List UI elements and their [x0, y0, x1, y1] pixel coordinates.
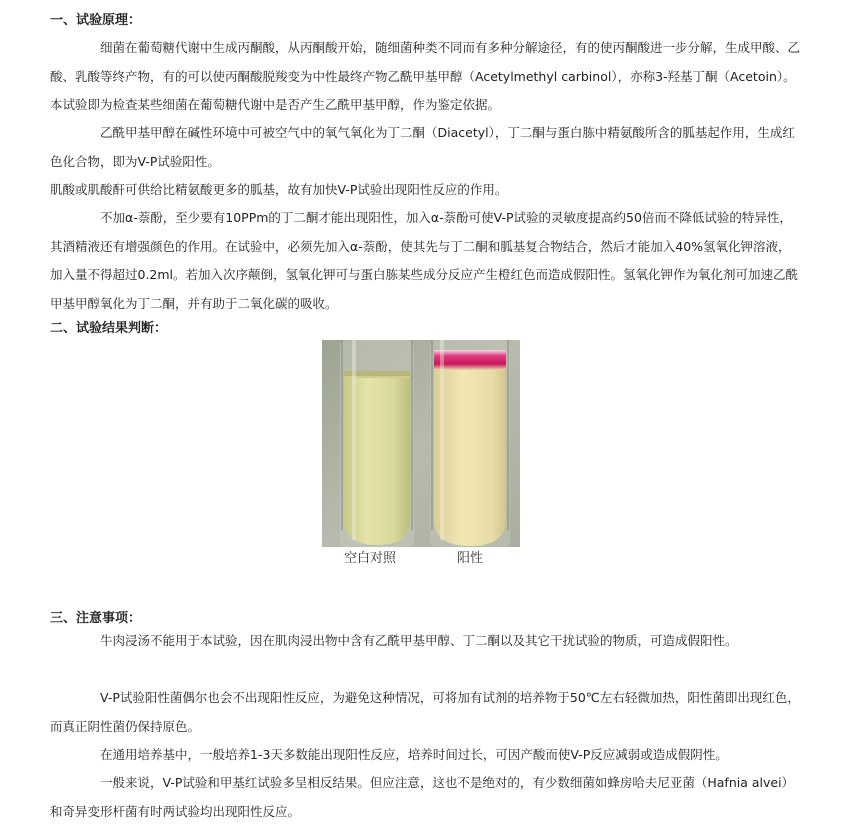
notes-paragraph-3-text: 在通用培养基中，一般培养1-3天多数能出现阳性反应，培养时间过长，可因产酸而使V-P反应减弱或造成假阴性。 — [100, 747, 728, 762]
caption-positive: 阳性 — [457, 551, 484, 566]
notes-paragraph-4-text: 一般来说，V-P试验和甲基红试验多呈相反结果。但应注意，这也不是绝对的，有少数细菌如蜂房哈夫尼亚菌（Hafnia alvei）和奇异变形杆菌有时两试验均出现阳性反应。 — [50, 775, 795, 819]
principle-paragraph-1 — [50, 34, 800, 120]
principle-paragraph-3-text: 肌酸或肌酸酐可供给比精氨酸更多的胍基，故有加快V-P试验出现阳性反应的作用。 — [50, 182, 508, 197]
test-tube-photo — [322, 340, 520, 547]
caption-control: 空白对照 — [344, 551, 397, 566]
principle-paragraph-4 — [50, 204, 800, 318]
photo-captions — [322, 547, 520, 569]
notes-paragraph-2-text: V-P试验阳性菌偶尔也会不出现阳性反应，为避免这种情况，可将加有试剂的培养物于50℃左右轻微加热，阳性菌即出现红色，而真正阴性菌仍保持原色。 — [50, 690, 800, 734]
principle-paragraph-4-text: 不加α-萘酚，至少要有10PPm的丁二酮才能出现阳性，加入α-萘酚可使V-P试验的灵敏度提高约50倍而不降低试验的特异性，其酒精液还有增强颜色的作用。在试验中，必须先加入α-萘酚，使其先与丁二酮和胍基复合物结合，然后才能加入40%氢氧化钾溶液，加入量不得超过0.2ml。若加入次序颠倒，氢氧化钾可与蛋白胨某些成分反应产生橙红色而造成假阳性。氢氧化钾作为氧化剂可加速乙酰甲基甲醇氧化为丁二酮，并有助于二氧化碳的吸收。 — [50, 210, 799, 311]
section-heading-results: 二、试验结果判断： — [50, 321, 168, 336]
principle-paragraph-3 — [50, 176, 800, 205]
principle-paragraph-2-text: 乙酰甲基甲醇在碱性环境中可被空气中的氧气氧化为丁二酮（Diacetyl），丁二酮与蛋白胨中精氨酸所含的胍基起作用，生成红色化合物，即为V-P试验阳性。 — [50, 125, 795, 169]
principle-paragraph-1-text: 细菌在葡萄糖代谢中生成丙酮酸，从丙酮酸开始，随细菌种类不同而有多种分解途径，有的使丙酮酸进一步分解，生成甲酸、乙酸、乳酸等终产物，有的可以使丙酮酸脱羧变为中性最终产物乙酰甲基甲醇（Acetylmethyl carbinol），亦称3-羟基丁酮（Acetoin）。本试验即为检查某些细菌在葡萄糖代谢中是否产生乙酰甲基甲醇，作为鉴定依据。 — [50, 40, 801, 112]
section-heading-notes: 三、注意事项： — [50, 611, 142, 626]
notes-paragraph-1-text: 牛肉浸汤不能用于本试验，因在肌肉浸出物中含有乙酰甲基甲醇、丁二酮以及其它干扰试验的物质，可造成假阳性。 — [100, 633, 738, 648]
notes-paragraph-2 — [50, 684, 800, 741]
section-heading-principle: 一、试验原理： — [50, 13, 142, 28]
notes-paragraph-3 — [50, 741, 800, 770]
notes-paragraph-4 — [50, 769, 800, 826]
positive-tube — [430, 340, 510, 547]
principle-paragraph-2 — [50, 119, 800, 176]
control-tube — [340, 340, 414, 547]
notes-paragraph-1 — [50, 627, 800, 656]
